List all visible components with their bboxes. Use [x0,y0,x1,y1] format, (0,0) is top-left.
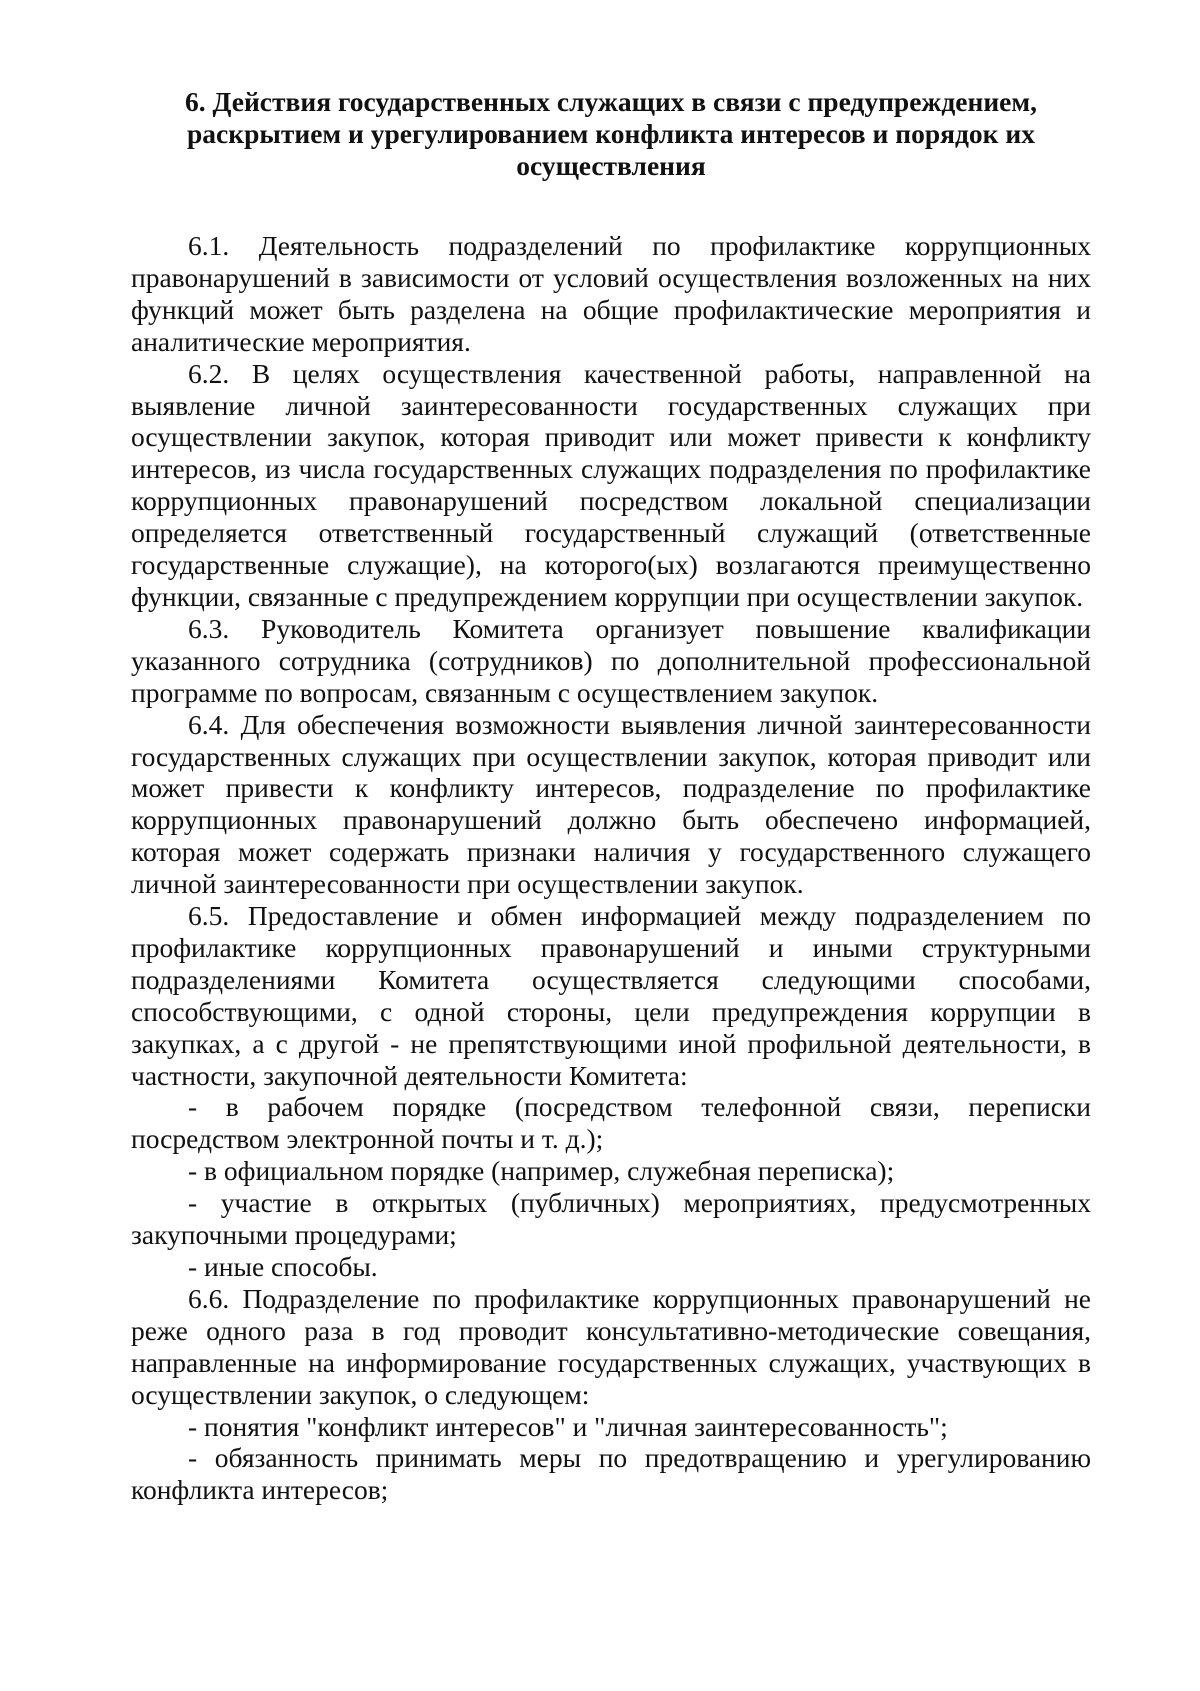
paragraph-6-3: 6.3. Руководитель Комитета организует повышение квалификации указанного сотрудника (сотрудников) по дополнительной профессиональной программе по вопросам, связанным с осуществлением закупок. [131,612,1091,708]
paragraph-6-5: 6.5. Предоставление и обмен информацией между подразделением по профилактике коррупционных правонарушений и иными структурными подразделениями Комитета осуществляется следующими способами, способствующими, с одной стороны, цели предупреждения коррупции в закупках, а с другой - не препятствующими иной профильной деятельности, в частности, закупочной деятельности Комитета: [131,900,1091,1091]
list-item: - в рабочем порядке (посредством телефонной связи, переписки посредством электронной почты и т. д.); [131,1091,1091,1155]
paragraph-6-6: 6.6. Подразделение по профилактике коррупционных правонарушений не реже одного раза в год проводит консультативно-методические совещания, направленные на информирование государственных служащих, участвующих в осуществлении закупок, о следующем: [131,1282,1091,1410]
heading-line-3: осуществления [516,150,706,181]
heading-line-2: раскрытием и урегулированием конфликта интересов и порядок их [187,118,1035,149]
document-page [131,86,1091,1506]
list-item: - участие в открытых (публичных) мероприятиях, предусмотренных закупочными процедурами; [131,1187,1091,1251]
list-item: - понятия "конфликт интересов" и "личная заинтересованность"; [188,1410,948,1442]
heading-line-1: 6. Действия государственных служащих в связи с предупреждением, [185,86,1037,117]
paragraph-6-2: 6.2. В целях осуществления качественной работы, направленной на выявление личной заинтересованности государственных служащих при осуществлении закупок, которая приводит или может привести к конфликту интересов, из числа государственных служащих подразделения по профилактике коррупционных правонарушений посредством локальной специализации определяется ответственный государственный служащий (ответственные государственные служащие), на которого(ых) возлагаются преимущественно функции, связанные с предупреждением коррупции при осуществлении закупок. [131,357,1091,612]
paragraph-6-1: 6.1. Деятельность подразделений по профилактике коррупционных правонарушений в зависимости от условий осуществления возложенных на них функций может быть разделена на общие профилактические мероприятия и аналитические мероприятия. [131,230,1091,357]
paragraph-6-4: 6.4. Для обеспечения возможности выявления личной заинтересованности государственных служащих при осуществлении закупок, которая приводит или может привести к конфликту интересов, подразделение по профилактике коррупционных правонарушений должно быть обеспечено информацией, которая может содержать признаки наличия у государственного служащего личной заинтересованности при осуществлении закупок. [131,708,1091,900]
list-item: - в официальном порядке (например, служебная переписка); [188,1155,895,1187]
list-item: - обязанность принимать меры по предотвращению и урегулированию конфликта интересов; [131,1442,1091,1506]
section-heading [131,86,1091,182]
list-item: - иные способы. [188,1251,378,1282]
